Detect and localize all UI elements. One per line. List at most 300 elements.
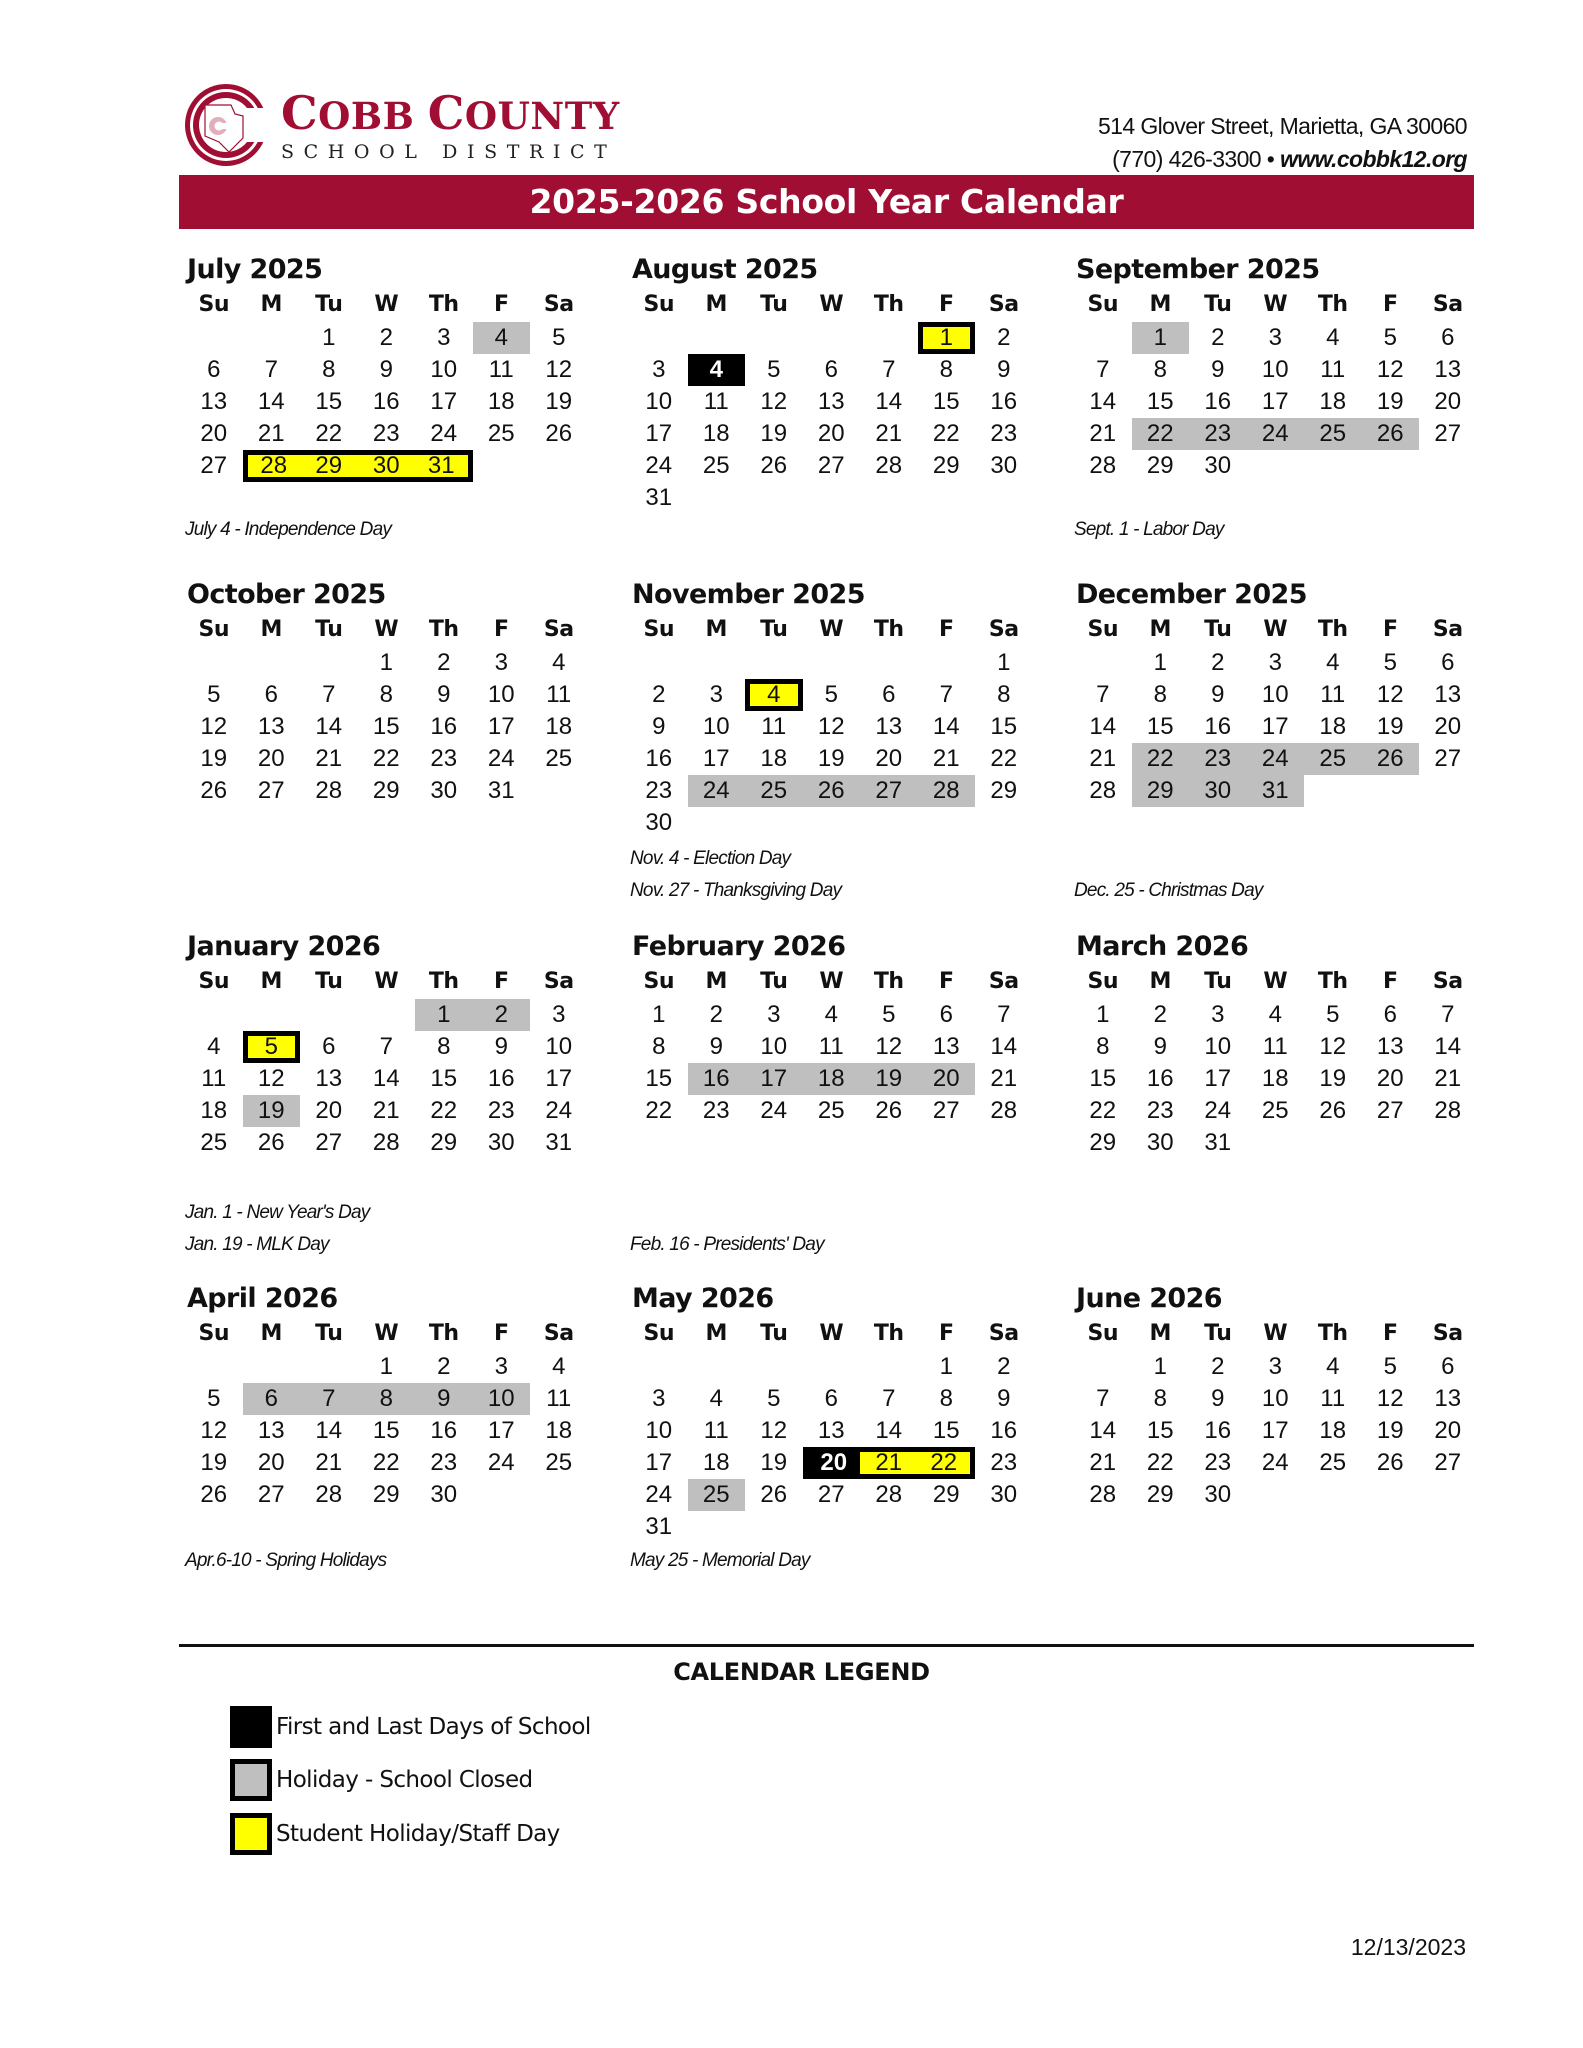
day-cell: 26	[760, 452, 788, 479]
holiday-note: Apr.6-10 - Spring Holidays	[185, 1550, 387, 1571]
weekday-header: M	[705, 617, 727, 642]
day-cell: 21	[1434, 1065, 1462, 1092]
day-cell: 10	[1204, 1033, 1232, 1060]
empty-cell	[185, 1351, 243, 1383]
day-cell: 15	[372, 713, 400, 740]
day-cell: 3	[1268, 649, 1282, 676]
day-cell: 17	[487, 713, 515, 740]
day-cell: 22	[430, 1097, 458, 1124]
day-cell: 8	[437, 1033, 451, 1060]
empty-cell	[860, 322, 918, 354]
day-cell: 29	[430, 1129, 458, 1156]
day-cell: 8	[939, 356, 953, 383]
day-cell: 15	[932, 388, 960, 415]
empty-cell	[803, 1351, 861, 1383]
weekday-header: Sa	[543, 969, 574, 994]
day-cell: 5	[552, 324, 566, 351]
weekday-header: F	[938, 617, 954, 642]
day-cell: 11	[818, 1033, 844, 1060]
day-cell-holiday: 25	[1304, 418, 1362, 450]
day-cell: 13	[200, 388, 228, 415]
weekday-header: Tu	[315, 969, 343, 994]
day-cell: 7	[1096, 1385, 1110, 1412]
day-cell: 14	[372, 1065, 400, 1092]
day-cell: 2	[1211, 649, 1225, 676]
day-cell: 4	[824, 1001, 838, 1028]
day-cell: 12	[200, 713, 228, 740]
day-cell: 26	[200, 777, 228, 804]
day-cell: 20	[257, 1449, 285, 1476]
day-cell-holiday: 26	[803, 775, 861, 807]
day-cell: 28	[1089, 777, 1117, 804]
day-cell: 21	[315, 745, 343, 772]
month-may	[630, 1281, 1030, 1543]
brand	[281, 86, 620, 163]
legend-swatch-icon	[230, 1706, 272, 1748]
day-cell: 23	[430, 1449, 458, 1476]
day-cell: 24	[760, 1097, 788, 1124]
empty-cell	[860, 1351, 918, 1383]
day-cell: 31	[645, 1513, 673, 1540]
month-notes	[1074, 875, 1263, 907]
day-cell: 13	[817, 388, 845, 415]
weekday-header: F	[1382, 617, 1398, 642]
day-cell: 1	[939, 1353, 953, 1380]
address-line: 514 Glover Street, Marietta, GA 30060	[1097, 113, 1467, 139]
weekday-header: Su	[643, 1321, 674, 1346]
day-cell: 11	[1320, 681, 1346, 708]
day-cell: 17	[545, 1065, 573, 1092]
day-cell: 24	[487, 1449, 515, 1476]
weekday-header: Th	[873, 1321, 904, 1346]
empty-cell	[630, 1351, 688, 1383]
holiday-note: Dec. 25 - Christmas Day	[1074, 880, 1263, 901]
day-cell: 24	[645, 1481, 673, 1508]
day-cell: 20	[1434, 713, 1462, 740]
day-cell: 10	[645, 388, 673, 415]
day-cell: 25	[545, 745, 573, 772]
day-cell: 29	[372, 1481, 400, 1508]
weekday-header: Sa	[988, 292, 1019, 317]
holiday-note: July 4 - Independence Day	[185, 519, 392, 540]
website-link[interactable]: www.cobbk12.org	[1280, 146, 1467, 172]
day-cell: 14	[1089, 1417, 1117, 1444]
month-title: November 2025	[632, 579, 865, 610]
weekday-header: M	[705, 1321, 727, 1346]
brand-name: COBB COUNTY	[281, 86, 620, 140]
day-cell: 15	[372, 1417, 400, 1444]
legend-title: CALENDAR LEGEND	[673, 1658, 930, 1686]
day-cell-staff: 1	[918, 322, 976, 354]
weekday-header: M	[260, 617, 282, 642]
day-cell: 2	[652, 681, 666, 708]
day-cell: 16	[372, 388, 400, 415]
day-cell: 25	[702, 452, 730, 479]
day-cell-holiday: 25	[688, 1479, 746, 1511]
empty-cell	[243, 999, 301, 1031]
day-cell: 2	[997, 324, 1011, 351]
month-notes	[185, 1197, 369, 1261]
day-cell: 23	[372, 420, 400, 447]
weekday-header: Su	[198, 1321, 229, 1346]
weekday-header: Th	[873, 617, 904, 642]
day-cell: 29	[1146, 452, 1174, 479]
weekday-header: M	[260, 969, 282, 994]
month-notes	[630, 1545, 810, 1577]
day-cell: 30	[990, 452, 1018, 479]
day-cell: 17	[645, 420, 673, 447]
day-cell-holiday: 22	[1132, 418, 1190, 450]
day-cell-holiday: 1	[415, 999, 473, 1031]
month-january	[185, 929, 585, 1159]
day-cell: 24	[545, 1097, 573, 1124]
day-cell: 6	[1441, 324, 1455, 351]
day-cell-holiday: 23	[1189, 743, 1247, 775]
day-cell: 14	[875, 388, 903, 415]
day-cell: 22	[372, 1449, 400, 1476]
day-cell: 12	[200, 1417, 228, 1444]
weekday-header: Su	[1087, 292, 1118, 317]
day-cell: 9	[709, 1033, 723, 1060]
weekday-header: Th	[873, 969, 904, 994]
weekday-header: W	[819, 969, 844, 994]
day-cell: 16	[990, 388, 1018, 415]
day-cell: 19	[200, 1449, 228, 1476]
day-cell: 15	[315, 388, 343, 415]
day-cell: 16	[1146, 1065, 1174, 1092]
revision-date: 12/13/2023	[1350, 1934, 1466, 1960]
day-cell: 19	[1376, 388, 1404, 415]
weekday-header: F	[1382, 292, 1398, 317]
empty-cell	[630, 322, 688, 354]
day-cell: 8	[939, 1385, 953, 1412]
day-cell: 25	[1319, 1449, 1347, 1476]
day-cell: 20	[257, 745, 285, 772]
day-cell: 30	[430, 777, 458, 804]
month-days-grid	[1074, 288, 1474, 482]
weekday-header: W	[374, 292, 399, 317]
day-cell: 13	[257, 713, 285, 740]
day-cell: 5	[207, 1385, 221, 1412]
day-cell: 20	[817, 420, 845, 447]
day-cell: 28	[315, 777, 343, 804]
empty-cell	[803, 322, 861, 354]
day-cell: 3	[552, 1001, 566, 1028]
day-cell-holiday: 17	[745, 1063, 803, 1095]
legend-item	[230, 1758, 533, 1802]
day-cell: 5	[1383, 1353, 1397, 1380]
day-cell-holiday: 2	[473, 999, 531, 1031]
day-cell-staff: 5	[243, 1031, 301, 1063]
weekday-header: M	[1149, 1321, 1171, 1346]
day-cell: 16	[645, 745, 673, 772]
day-cell: 8	[997, 681, 1011, 708]
day-cell: 29	[932, 452, 960, 479]
weekday-header: F	[1382, 969, 1398, 994]
weekday-header: W	[819, 292, 844, 317]
holiday-note: Sept. 1 - Labor Day	[1074, 519, 1224, 540]
day-cell: 7	[264, 356, 278, 383]
day-cell: 6	[1441, 649, 1455, 676]
weekday-header: M	[1149, 617, 1171, 642]
day-cell-holiday: 10	[473, 1383, 531, 1415]
district-logo-icon	[183, 80, 269, 170]
weekday-header: Sa	[1432, 969, 1463, 994]
day-cell: 11	[1262, 1033, 1288, 1060]
empty-cell	[1074, 647, 1132, 679]
day-cell: 28	[315, 1481, 343, 1508]
weekday-header: Sa	[543, 617, 574, 642]
day-cell: 22	[645, 1097, 673, 1124]
day-cell: 19	[545, 388, 573, 415]
empty-cell	[185, 322, 243, 354]
day-cell: 28	[1089, 1481, 1117, 1508]
month-december	[1074, 577, 1474, 807]
day-cell: 18	[545, 1417, 573, 1444]
weekday-header: M	[260, 1321, 282, 1346]
month-days-grid	[185, 1317, 585, 1511]
day-cell: 15	[645, 1065, 673, 1092]
day-cell-holiday: 24	[688, 775, 746, 807]
month-title: July 2025	[187, 254, 323, 285]
weekday-header: W	[374, 617, 399, 642]
empty-cell	[185, 999, 243, 1031]
day-cell: 6	[882, 681, 896, 708]
weekday-header: W	[1263, 969, 1288, 994]
day-cell: 16	[430, 713, 458, 740]
month-notes	[630, 843, 841, 907]
day-cell: 18	[200, 1097, 228, 1124]
day-cell: 15	[1089, 1065, 1117, 1092]
weekday-header: F	[493, 969, 509, 994]
day-cell: 13	[932, 1033, 960, 1060]
day-cell: 29	[990, 777, 1018, 804]
day-cell: 11	[201, 1065, 227, 1092]
empty-cell	[860, 647, 918, 679]
day-cell: 1	[997, 649, 1011, 676]
day-cell: 10	[760, 1033, 788, 1060]
month-days-grid	[1074, 1317, 1474, 1511]
day-cell-staff: 31	[415, 450, 473, 482]
day-cell: 16	[487, 1065, 515, 1092]
day-cell: 13	[1434, 1385, 1462, 1412]
month-september	[1074, 252, 1474, 482]
weekday-header: W	[1263, 617, 1288, 642]
weekday-header: Th	[428, 1321, 459, 1346]
day-cell: 28	[1089, 452, 1117, 479]
weekday-header: Th	[1317, 617, 1348, 642]
weekday-header: M	[1149, 969, 1171, 994]
day-cell-holiday: 1	[1132, 322, 1190, 354]
empty-cell	[185, 647, 243, 679]
day-cell: 11	[703, 1417, 729, 1444]
day-cell: 14	[990, 1033, 1018, 1060]
day-cell: 1	[652, 1001, 666, 1028]
day-cell: 13	[315, 1065, 343, 1092]
day-cell: 9	[652, 713, 666, 740]
day-cell: 5	[1326, 1001, 1340, 1028]
day-cell: 30	[1146, 1129, 1174, 1156]
day-cell: 12	[1376, 356, 1404, 383]
weekday-header: Tu	[315, 292, 343, 317]
day-cell: 13	[1434, 356, 1462, 383]
day-cell: 27	[1434, 420, 1462, 447]
day-cell: 16	[1204, 713, 1232, 740]
day-cell: 23	[990, 1449, 1018, 1476]
day-cell: 29	[372, 777, 400, 804]
day-cell: 16	[990, 1417, 1018, 1444]
day-cell: 3	[494, 649, 508, 676]
day-cell: 23	[1146, 1097, 1174, 1124]
day-cell: 18	[1319, 713, 1347, 740]
weekday-header: Th	[428, 617, 459, 642]
day-cell: 17	[1204, 1065, 1232, 1092]
day-cell: 9	[1211, 681, 1225, 708]
legend-label: Holiday - School Closed	[276, 1767, 533, 1793]
day-cell: 9	[1211, 1385, 1225, 1412]
day-cell-first-last: 20	[803, 1447, 861, 1479]
weekday-header: Sa	[1432, 617, 1463, 642]
day-cell: 19	[1376, 1417, 1404, 1444]
day-cell: 26	[760, 1481, 788, 1508]
day-cell: 27	[932, 1097, 960, 1124]
day-cell: 10	[1261, 681, 1289, 708]
month-days-grid	[630, 288, 1030, 514]
day-cell: 23	[1204, 1449, 1232, 1476]
day-cell: 5	[1383, 324, 1397, 351]
weekday-header: Su	[1087, 617, 1118, 642]
day-cell-staff: 29	[300, 450, 358, 482]
day-cell: 6	[264, 681, 278, 708]
day-cell: 8	[1153, 356, 1167, 383]
day-cell: 11	[1320, 356, 1346, 383]
day-cell: 25	[817, 1097, 845, 1124]
day-cell: 12	[545, 356, 573, 383]
day-cell: 11	[761, 713, 787, 740]
weekday-header: M	[1149, 292, 1171, 317]
weekday-header: F	[493, 617, 509, 642]
weekday-header: Th	[1317, 292, 1348, 317]
day-cell-holiday: 19	[860, 1063, 918, 1095]
day-cell: 31	[1204, 1129, 1232, 1156]
day-cell: 20	[1434, 388, 1462, 415]
day-cell-holiday: 25	[1304, 743, 1362, 775]
holiday-note: Jan. 19 - MLK Day	[185, 1234, 329, 1255]
day-cell: 4	[552, 649, 566, 676]
day-cell: 26	[200, 1481, 228, 1508]
day-cell: 4	[207, 1033, 221, 1060]
day-cell: 10	[430, 356, 458, 383]
day-cell: 23	[645, 777, 673, 804]
day-cell: 11	[1320, 1385, 1346, 1412]
day-cell: 3	[1268, 324, 1282, 351]
weekday-header: Tu	[315, 617, 343, 642]
weekday-header: Su	[643, 617, 674, 642]
day-cell: 5	[1383, 649, 1397, 676]
day-cell: 8	[1153, 681, 1167, 708]
day-cell: 27	[315, 1129, 343, 1156]
day-cell: 9	[494, 1033, 508, 1060]
day-cell: 23	[990, 420, 1018, 447]
empty-cell	[1074, 1351, 1132, 1383]
day-cell: 28	[372, 1129, 400, 1156]
day-cell: 30	[990, 1481, 1018, 1508]
day-cell: 15	[990, 713, 1018, 740]
legend-swatch-icon	[230, 1759, 272, 1801]
weekday-header: Th	[873, 292, 904, 317]
holiday-note: Nov. 27 - Thanksgiving Day	[630, 880, 842, 901]
day-cell: 15	[1146, 713, 1174, 740]
weekday-header: Su	[643, 292, 674, 317]
page-title: 2025-2026 School Year Calendar	[179, 175, 1474, 229]
day-cell: 13	[1376, 1033, 1404, 1060]
day-cell: 14	[315, 713, 343, 740]
day-cell: 30	[645, 809, 673, 836]
day-cell: 2	[1211, 324, 1225, 351]
day-cell-holiday: 7	[300, 1383, 358, 1415]
month-days-grid	[1074, 965, 1474, 1159]
day-cell: 3	[1268, 1353, 1282, 1380]
day-cell: 2	[1153, 1001, 1167, 1028]
legend-item	[230, 1705, 591, 1749]
day-cell-holiday: 8	[358, 1383, 416, 1415]
day-cell: 3	[652, 1385, 666, 1412]
day-cell: 25	[200, 1129, 228, 1156]
empty-cell	[358, 999, 416, 1031]
weekday-header: Tu	[1204, 617, 1232, 642]
day-cell: 6	[824, 356, 838, 383]
day-cell: 20	[1376, 1065, 1404, 1092]
day-cell: 27	[1376, 1097, 1404, 1124]
weekday-header: Th	[428, 969, 459, 994]
day-cell: 20	[875, 745, 903, 772]
month-april	[185, 1281, 585, 1511]
day-cell: 18	[487, 388, 515, 415]
holiday-note: Feb. 16 - Presidents' Day	[630, 1234, 824, 1255]
day-cell: 4	[1326, 649, 1340, 676]
weekday-header: W	[1263, 292, 1288, 317]
month-days-grid	[185, 288, 585, 482]
month-title: December 2025	[1076, 579, 1307, 610]
day-cell: 5	[767, 356, 781, 383]
empty-cell	[243, 1351, 301, 1383]
day-cell-holiday: 28	[918, 775, 976, 807]
month-title: April 2026	[187, 1283, 338, 1314]
day-cell: 19	[760, 1449, 788, 1476]
month-notes	[185, 1545, 386, 1577]
day-cell: 22	[990, 745, 1018, 772]
empty-cell	[918, 647, 976, 679]
day-cell: 18	[702, 1449, 730, 1476]
day-cell: 9	[1211, 356, 1225, 383]
day-cell: 2	[1211, 1353, 1225, 1380]
month-notes	[1074, 514, 1224, 546]
day-cell-holiday: 22	[1132, 743, 1190, 775]
day-cell: 4	[1326, 1353, 1340, 1380]
day-cell: 17	[645, 1449, 673, 1476]
day-cell: 24	[1204, 1097, 1232, 1124]
day-cell: 7	[1441, 1001, 1455, 1028]
day-cell: 19	[200, 745, 228, 772]
day-cell-holiday: 29	[1132, 775, 1190, 807]
day-cell: 4	[1326, 324, 1340, 351]
day-cell: 6	[207, 356, 221, 383]
day-cell: 15	[932, 1417, 960, 1444]
day-cell: 12	[1376, 681, 1404, 708]
day-cell-holiday: 26	[1362, 418, 1420, 450]
month-title: June 2026	[1076, 1283, 1222, 1314]
holiday-note: Nov. 4 - Election Day	[630, 848, 791, 869]
